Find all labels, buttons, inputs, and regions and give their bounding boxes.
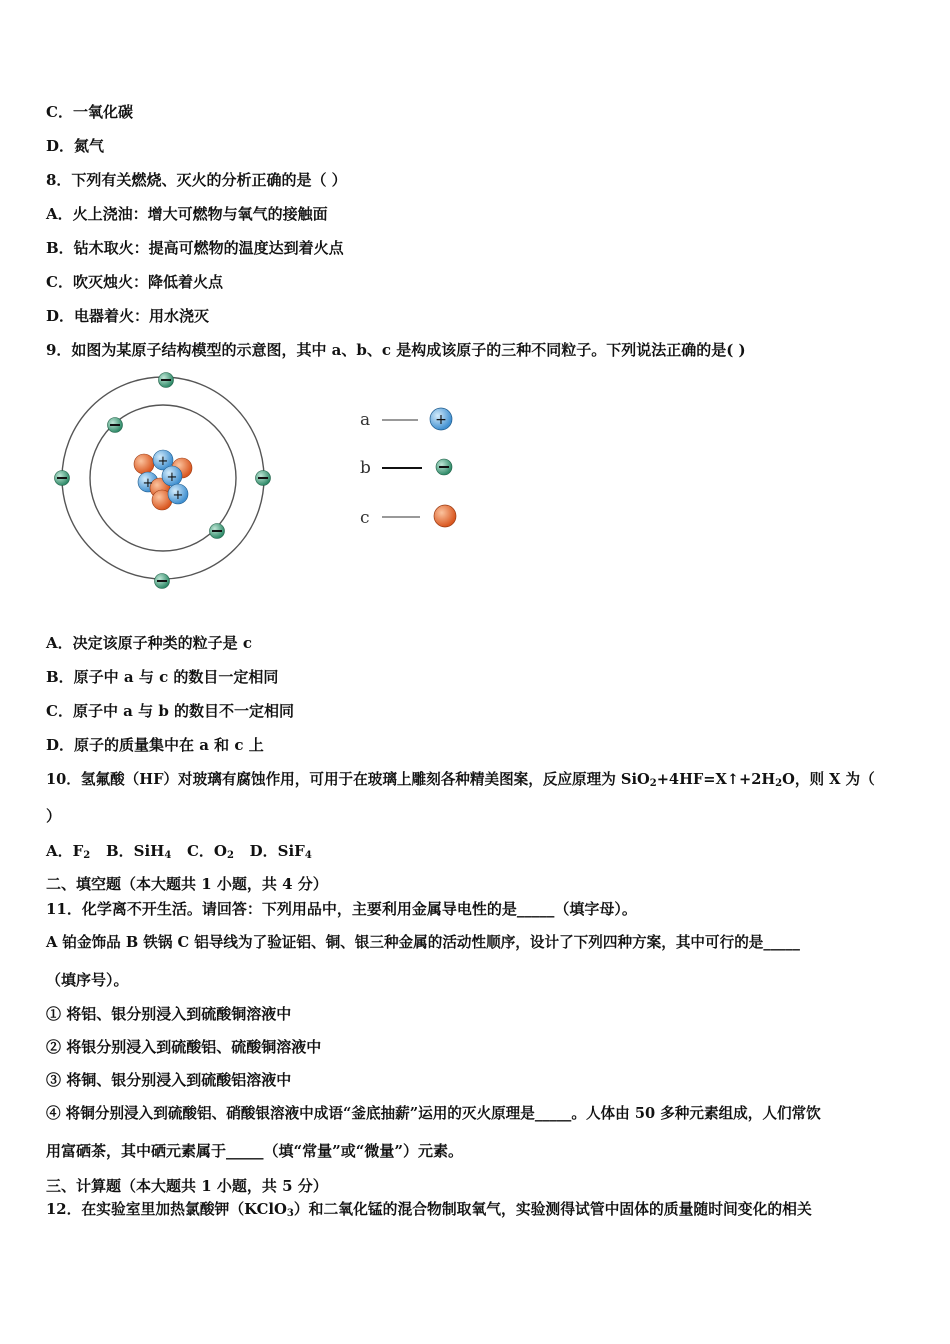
section-2-heading: 二、填空题（本大题共 1 小题，共 4 分） bbox=[46, 875, 328, 893]
q8-stem: 8．下列有关燃烧、灭火的分析正确的是（ ） bbox=[46, 171, 347, 189]
q7-option-d: D．氮气 bbox=[46, 137, 105, 155]
section-3-heading: 三、计算题（本大题共 1 小题，共 5 分） bbox=[46, 1177, 328, 1195]
q11-item-4: ④ 将铜分别浸入到硫酸铝、硝酸银溶液中成语“釜底抽薪”运用的灭火原理是_____。人体由 50 多种元素组成，人们常饮 bbox=[46, 1105, 821, 1122]
svg-text:+: + bbox=[142, 476, 154, 491]
q10-option-b: B．SiH$_4$ bbox=[105, 842, 172, 861]
svg-text:+: + bbox=[166, 470, 178, 485]
electron bbox=[159, 373, 174, 388]
legend-neutron bbox=[434, 505, 456, 527]
nucleus bbox=[134, 450, 192, 510]
q8-option-d: D．电器着火：用水浇灭 bbox=[46, 307, 210, 325]
electron bbox=[55, 471, 70, 486]
q10-option-d: D．SiF$_4$ bbox=[249, 842, 312, 861]
q10-options bbox=[46, 841, 312, 866]
q11-item-2: ② 将银分别浸入到硫酸铝、硫酸铜溶液中 bbox=[46, 1038, 322, 1056]
q9-option-c: C．原子中 a 与 b 的数目不一定相同 bbox=[46, 702, 295, 720]
electron bbox=[210, 524, 225, 539]
q9-option-a: A．决定该原子种类的粒子是 c bbox=[46, 634, 252, 652]
q11-last-line: 用富硒茶，其中硒元素属于_____（填“常量”或“微量”）元素。 bbox=[46, 1142, 464, 1160]
svg-text:+: + bbox=[435, 412, 447, 428]
q8-option-b: B．钻木取火：提高可燃物的温度达到着火点 bbox=[46, 239, 344, 257]
electron bbox=[256, 471, 271, 486]
svg-text:+: + bbox=[157, 454, 169, 469]
q8-option-a: A．火上浇油：增大可燃物与氧气的接触面 bbox=[46, 205, 328, 223]
electron bbox=[108, 418, 123, 433]
q9-option-d: D．原子的质量集中在 a 和 c 上 bbox=[46, 736, 264, 754]
q10-option-c: C．$O_2$ bbox=[186, 842, 234, 861]
q12-stem: 12．在实验室里加热氯酸钾（KClO$_3$）和二氧化锰的混合物制取氧气，实验测得试管中固体的质量随时间变化的相关 bbox=[46, 1201, 812, 1219]
svg-text:+: + bbox=[172, 488, 184, 503]
q11-line-2: A 铂金饰品 B 铁锅 C 铝导线为了验证铝、铜、银三种金属的活动性顺序，设计了下列四种方案，其中可行的是_____ bbox=[46, 934, 800, 951]
legend-label-c: c bbox=[360, 508, 370, 528]
q11-line-3: （填序号）。 bbox=[46, 971, 129, 989]
q10-option-a: A．$F_2$ bbox=[46, 842, 91, 861]
q8-option-c: C．吹灭烛火：降低着火点 bbox=[46, 273, 223, 291]
particle-legend bbox=[350, 395, 480, 540]
q9-stem: 9．如图为某原子结构模型的示意图，其中 a、b、c 是构成该原子的三种不同粒子。下列说法正确的是( ) bbox=[46, 341, 746, 359]
neutron bbox=[134, 454, 154, 474]
q9-option-b: B．原子中 a 与 c 的数目一定相同 bbox=[46, 668, 279, 686]
q10-stem: 10．氢氟酸（HF）对玻璃有腐蚀作用，可用于在玻璃上雕刻各种精美图案，反应原理为 $SiO_2+4HF=X↑+2H_2O$，则 X 为（ bbox=[46, 771, 875, 789]
legend-label-a: a bbox=[360, 410, 371, 430]
q11-stem: 11．化学离不开生活。请回答：下列用品中，主要利用金属导电性的是_____（填字母）。 bbox=[46, 900, 637, 918]
legend-label-b: b bbox=[360, 458, 371, 478]
electron bbox=[155, 574, 170, 589]
q11-item-3: ③ 将铜、银分别浸入到硫酸铝溶液中 bbox=[46, 1071, 292, 1089]
q11-item-1: ① 将铝、银分别浸入到硫酸铜溶液中 bbox=[46, 1005, 292, 1023]
q10-stem-continued: ） bbox=[46, 807, 62, 825]
atom-model-diagram bbox=[40, 368, 290, 596]
q7-option-c: C．一氧化碳 bbox=[46, 103, 133, 121]
